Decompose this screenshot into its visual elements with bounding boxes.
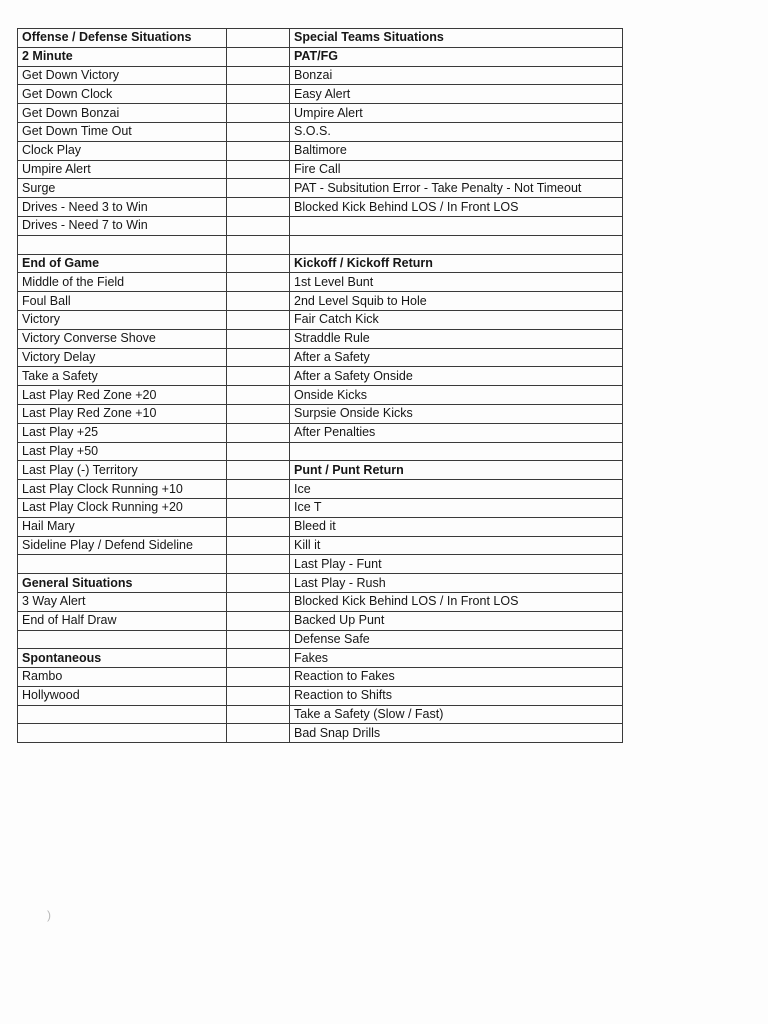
situation-right: Fair Catch Kick <box>290 310 623 329</box>
situation-right: Ice <box>290 480 623 499</box>
situation-left: Take a Safety <box>18 367 227 386</box>
situation-left <box>18 555 227 574</box>
situation-left: Get Down Bonzai <box>18 104 227 123</box>
section-heading-left: Offense / Defense Situations <box>18 29 227 48</box>
blank-cell <box>227 686 290 705</box>
situation-right: After a Safety Onside <box>290 367 623 386</box>
blank-cell <box>227 386 290 405</box>
situation-left: Umpire Alert <box>18 160 227 179</box>
blank-cell <box>227 630 290 649</box>
blank-cell <box>227 348 290 367</box>
situation-right: Baltimore <box>290 141 623 160</box>
situation-left: Get Down Time Out <box>18 122 227 141</box>
blank-cell <box>227 536 290 555</box>
table-row <box>18 329 623 348</box>
situations-table-body <box>18 29 623 743</box>
situation-left: Drives - Need 7 to Win <box>18 216 227 235</box>
blank-cell <box>227 404 290 423</box>
situation-left: Sideline Play / Defend Sideline <box>18 536 227 555</box>
situations-table <box>17 28 623 743</box>
blank-cell <box>227 461 290 480</box>
situation-left: Victory Converse Shove <box>18 329 227 348</box>
situation-left <box>18 630 227 649</box>
blank-cell <box>227 649 290 668</box>
situation-left: Surge <box>18 179 227 198</box>
blank-cell <box>227 574 290 593</box>
situation-left: Rambo <box>18 668 227 687</box>
situation-left: Victory <box>18 310 227 329</box>
blank-cell <box>227 179 290 198</box>
blank-cell <box>227 198 290 217</box>
situation-right: S.O.S. <box>290 122 623 141</box>
situation-right: Blocked Kick Behind LOS / In Front LOS <box>290 592 623 611</box>
situation-right: Fire Call <box>290 160 623 179</box>
table-row <box>18 310 623 329</box>
situation-left: Get Down Victory <box>18 66 227 85</box>
table-row <box>18 705 623 724</box>
situation-right: Straddle Rule <box>290 329 623 348</box>
table-row <box>18 574 623 593</box>
situation-right: Ice T <box>290 498 623 517</box>
section-heading-right: PAT/FG <box>290 47 623 66</box>
situation-right: Take a Safety (Slow / Fast) <box>290 705 623 724</box>
situation-right: Bonzai <box>290 66 623 85</box>
situation-right <box>290 216 623 235</box>
blank-cell <box>227 310 290 329</box>
table-row <box>18 141 623 160</box>
situation-right: Surpsie Onside Kicks <box>290 404 623 423</box>
situation-left: Hail Mary <box>18 517 227 536</box>
stray-mark: ) <box>47 908 51 922</box>
situation-left: Last Play Clock Running +10 <box>18 480 227 499</box>
situation-right: After a Safety <box>290 348 623 367</box>
table-row <box>18 367 623 386</box>
blank-cell <box>227 104 290 123</box>
blank-cell <box>227 66 290 85</box>
table-row <box>18 386 623 405</box>
table-row <box>18 630 623 649</box>
blank-cell <box>227 592 290 611</box>
situation-left: Last Play Red Zone +10 <box>18 404 227 423</box>
situation-right: Last Play - Rush <box>290 574 623 593</box>
situation-right: Fakes <box>290 649 623 668</box>
table-row <box>18 592 623 611</box>
blank-cell <box>227 85 290 104</box>
table-row <box>18 480 623 499</box>
table-row <box>18 198 623 217</box>
table-row <box>18 649 623 668</box>
situation-right: Defense Safe <box>290 630 623 649</box>
situation-right: Reaction to Fakes <box>290 668 623 687</box>
table-row <box>18 442 623 461</box>
blank-cell <box>227 329 290 348</box>
section-heading-left: End of Game <box>18 254 227 273</box>
table-row <box>18 85 623 104</box>
situation-left <box>18 235 227 254</box>
situation-right: Last Play - Funt <box>290 555 623 574</box>
table-row <box>18 668 623 687</box>
situation-left: Middle of the Field <box>18 273 227 292</box>
table-row <box>18 179 623 198</box>
section-heading-right: Kickoff / Kickoff Return <box>290 254 623 273</box>
blank-cell <box>227 292 290 311</box>
table-row <box>18 235 623 254</box>
blank-cell <box>227 273 290 292</box>
blank-cell <box>227 122 290 141</box>
blank-cell <box>227 29 290 48</box>
situation-right: Blocked Kick Behind LOS / In Front LOS <box>290 198 623 217</box>
table-row <box>18 686 623 705</box>
section-heading-left: Spontaneous <box>18 649 227 668</box>
situation-left: Last Play +25 <box>18 423 227 442</box>
blank-cell <box>227 216 290 235</box>
situation-left: Get Down Clock <box>18 85 227 104</box>
situation-right: 1st Level Bunt <box>290 273 623 292</box>
blank-cell <box>227 611 290 630</box>
situation-left: Clock Play <box>18 141 227 160</box>
situation-left: Victory Delay <box>18 348 227 367</box>
section-heading-right: Special Teams Situations <box>290 29 623 48</box>
blank-cell <box>227 160 290 179</box>
blank-cell <box>227 555 290 574</box>
situation-left: Last Play Clock Running +20 <box>18 498 227 517</box>
blank-cell <box>227 705 290 724</box>
situation-right: Reaction to Shifts <box>290 686 623 705</box>
situation-right: Easy Alert <box>290 85 623 104</box>
situation-right: PAT - Subsitution Error - Take Penalty - Not Timeout <box>290 179 623 198</box>
blank-cell <box>227 254 290 273</box>
section-heading-left: 2 Minute <box>18 47 227 66</box>
situation-right: Bad Snap Drills <box>290 724 623 743</box>
table-row <box>18 404 623 423</box>
table-row <box>18 292 623 311</box>
table-row <box>18 536 623 555</box>
situation-left: 3 Way Alert <box>18 592 227 611</box>
table-row <box>18 423 623 442</box>
table-row <box>18 47 623 66</box>
table-row <box>18 122 623 141</box>
situation-right <box>290 442 623 461</box>
section-heading-right: Punt / Punt Return <box>290 461 623 480</box>
situation-right: Umpire Alert <box>290 104 623 123</box>
table-row <box>18 273 623 292</box>
situation-left: Hollywood <box>18 686 227 705</box>
situation-right: Kill it <box>290 536 623 555</box>
blank-cell <box>227 498 290 517</box>
table-row <box>18 555 623 574</box>
blank-cell <box>227 724 290 743</box>
situation-left: Drives - Need 3 to Win <box>18 198 227 217</box>
blank-cell <box>227 47 290 66</box>
section-heading-left: General Situations <box>18 574 227 593</box>
table-row <box>18 254 623 273</box>
blank-cell <box>227 141 290 160</box>
situation-left: Last Play (-) Territory <box>18 461 227 480</box>
blank-cell <box>227 517 290 536</box>
blank-cell <box>227 423 290 442</box>
table-row <box>18 724 623 743</box>
situation-left: Last Play Red Zone +20 <box>18 386 227 405</box>
table-row <box>18 104 623 123</box>
blank-cell <box>227 480 290 499</box>
blank-cell <box>227 367 290 386</box>
blank-cell <box>227 442 290 461</box>
blank-cell <box>227 235 290 254</box>
situation-right: Onside Kicks <box>290 386 623 405</box>
blank-cell <box>227 668 290 687</box>
situation-right <box>290 235 623 254</box>
situation-left <box>18 724 227 743</box>
situation-left <box>18 705 227 724</box>
situation-right: After Penalties <box>290 423 623 442</box>
table-row <box>18 611 623 630</box>
table-row <box>18 348 623 367</box>
table-row <box>18 461 623 480</box>
table-row <box>18 498 623 517</box>
situation-right: Backed Up Punt <box>290 611 623 630</box>
table-row <box>18 29 623 48</box>
table-row <box>18 216 623 235</box>
situation-left: Last Play +50 <box>18 442 227 461</box>
situation-left: End of Half Draw <box>18 611 227 630</box>
situation-left: Foul Ball <box>18 292 227 311</box>
table-row <box>18 517 623 536</box>
situation-right: 2nd Level Squib to Hole <box>290 292 623 311</box>
situation-right: Bleed it <box>290 517 623 536</box>
table-row <box>18 66 623 85</box>
table-row <box>18 160 623 179</box>
